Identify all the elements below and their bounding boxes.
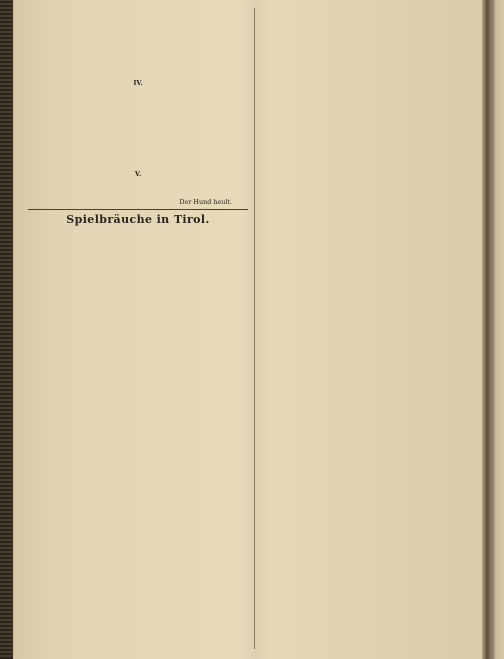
story-paragraph <box>28 52 248 60</box>
story-paragraph <box>28 134 248 142</box>
margin-line-fragment <box>494 82 504 90</box>
article-paragraph <box>262 7 480 15</box>
margin-line-fragment <box>494 16 504 24</box>
story-paragraph <box>28 107 248 115</box>
story-paragraph <box>28 89 248 97</box>
margin-line-fragment <box>494 57 504 65</box>
article-paragraph <box>262 25 480 33</box>
margin-line-fragment <box>494 74 504 82</box>
article-heading: Spielbräuche in Tirol. <box>66 213 210 227</box>
next-page-margin-fragments <box>494 8 504 651</box>
article-paragraph <box>262 16 480 24</box>
article-paragraph <box>262 61 480 69</box>
article-byline <box>28 227 248 235</box>
article-paragraph <box>28 237 248 245</box>
column-divider <box>254 8 255 649</box>
story-paragraph <box>28 125 248 133</box>
margin-line-fragment <box>494 90 504 98</box>
story-paragraph <box>28 161 248 169</box>
margin-line-fragment <box>494 49 504 57</box>
story-closing-line: Der Hund heult. <box>179 198 232 206</box>
article-separator-rule <box>28 209 248 210</box>
story-paragraph <box>28 7 248 15</box>
book-gutter <box>482 0 492 659</box>
section-number-v: V. <box>134 170 142 178</box>
right-text-column <box>262 7 480 651</box>
article-paragraph <box>262 43 480 51</box>
story-paragraph <box>28 152 248 160</box>
story-paragraph <box>28 180 248 188</box>
story-paragraph <box>28 16 248 24</box>
story-paragraph <box>28 61 248 69</box>
margin-line-fragment <box>494 24 504 32</box>
story-paragraph <box>28 116 248 124</box>
margin-line-fragment <box>494 98 504 106</box>
article-paragraph <box>262 34 480 42</box>
story-paragraph <box>28 143 248 151</box>
story-paragraph <box>28 34 248 42</box>
left-text-column <box>28 7 248 651</box>
margin-line-fragment <box>494 41 504 49</box>
article-paragraph <box>262 52 480 60</box>
story-paragraph <box>28 98 248 106</box>
section-number-iv: IV. <box>133 79 143 87</box>
margin-line-fragment <box>494 33 504 41</box>
story-paragraph <box>28 189 248 197</box>
story-paragraph <box>28 70 248 78</box>
story-paragraph <box>28 43 248 51</box>
page-stack-edge <box>0 0 13 659</box>
margin-line-fragment <box>494 8 504 16</box>
margin-line-fragment <box>494 65 504 73</box>
story-paragraph <box>28 25 248 33</box>
